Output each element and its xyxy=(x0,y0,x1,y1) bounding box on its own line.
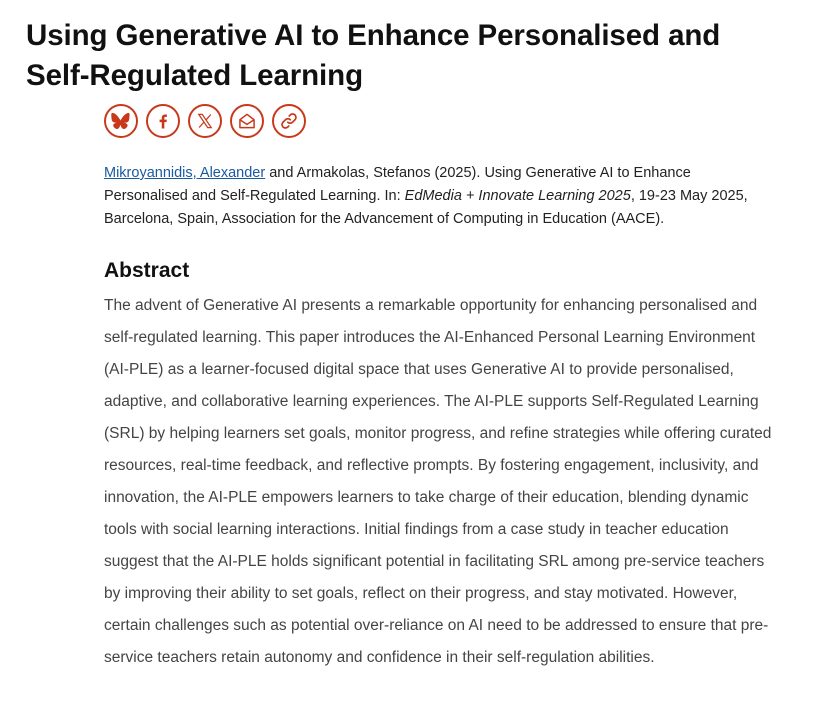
share-email-button[interactable] xyxy=(230,104,264,138)
citation-text: and Armakolas, Stefanos (2025). Using Generative AI to Enhance Personalised and Self-Regulated Learning. In: xyxy=(104,165,691,204)
citation-event: EdMedia + Innovate Learning 2025 xyxy=(404,188,631,204)
citation xyxy=(104,162,764,231)
citation-details: , 19-23 May 2025, Barcelona, Spain, Association for the Advancement of Computing in Education (AACE). xyxy=(104,188,748,227)
abstract-text: The advent of Generative AI presents a remarkable opportunity for enhancing personalised and self-regulated learning. This paper introduces the AI-Enhanced Personal Learning Environment (AI-PLE) as a learner-focused digital space that uses Generative AI to provide personalised, adaptive, and collaborative learning experiences. The AI-PLE supports Self-Regulated Learning (SRL) by helping learners set goals, monitor progress, and refine strategies while offering curated resources, real-time feedback, and reflective prompts. By fostering engagement, inclusivity, and innovation, the AI-PLE empowers learners to take charge of their education, blending dynamic tools with social learning interactions. Initial findings from a case study in teacher education suggest that the AI-PLE holds significant potential in facilitating SRL among pre-service teachers by improving their ability to set goals, reflect on their progress, and stay motivated. However, certain challenges such as potential over-reliance on AI need to be addressed to ensure that pre-service teachers retain autonomy and confidence in their self-regulation abilities. xyxy=(104,297,772,666)
x-icon xyxy=(195,111,215,131)
share-facebook-button[interactable] xyxy=(146,104,180,138)
share-copy-link-button[interactable] xyxy=(272,104,306,138)
author-link[interactable]: Mikroyannidis, Alexander xyxy=(104,165,266,181)
share-x-button[interactable] xyxy=(188,104,222,138)
email-icon xyxy=(237,111,257,131)
share-bluesky-button[interactable] xyxy=(104,104,138,138)
bluesky-icon xyxy=(111,111,131,131)
share-bar xyxy=(104,104,306,138)
page-title: Using Generative AI to Enhance Personalised and Self-Regulated Learning xyxy=(26,19,721,92)
facebook-icon xyxy=(153,111,173,131)
abstract-heading: Abstract xyxy=(104,259,190,282)
link-icon xyxy=(279,111,299,131)
